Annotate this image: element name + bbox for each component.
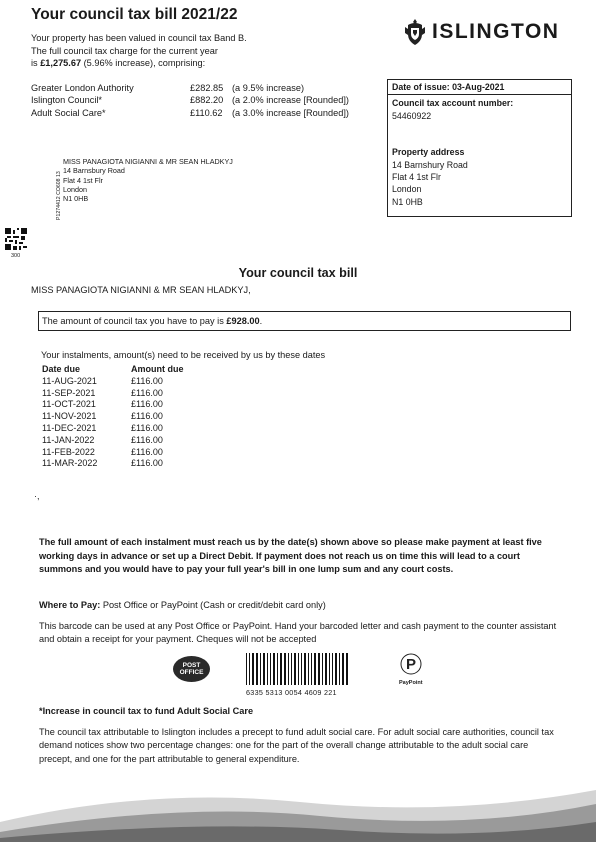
barcode-bar [308,653,309,685]
barcode-bar [288,653,289,685]
date-of-issue: Date of issue: 03-Aug-2021 [388,80,571,95]
barcode-bar [277,653,278,685]
stray-mark: ·, [34,491,40,501]
column-header-amount: Amount due [131,364,184,374]
charge-note: (a 9.5% increase) [232,83,305,93]
property-address-line: 14 Barnshury Road [392,159,468,170]
instalment-date: 11-OCT-2021 [42,399,96,410]
table-row [42,447,184,459]
charge-amount: £882.20 [190,95,224,106]
barcode-bar [329,653,330,685]
charge-row [31,82,349,94]
paypoint-label: PayPoint [399,680,423,686]
instalment-amount: £116.00 [131,411,163,422]
instalment-amount: £116.00 [131,422,163,433]
intro-suffix: (5.96% increase), comprising: [81,58,206,69]
barcode-bar [322,653,323,685]
barcode-bar [339,653,340,685]
intro-prefix: is [31,58,41,69]
where-to-pay-label: Where to Pay: [39,600,101,610]
barcode-bar [332,653,333,685]
barcode-bar [311,653,312,685]
logo-text: ISLINGTON [432,20,560,43]
barcode-bar [284,653,286,685]
charge-name: Islington Council* [31,95,102,106]
post-office-logo-line2: OFFICE [179,669,204,676]
instalment-amount: £116.00 [131,434,163,445]
property-address-line: N1 0HB [392,196,423,207]
charge-name: Adult Social Care* [31,107,106,118]
paypoint-logo [399,653,423,686]
property-address-line: Flat 4 1st Flr [392,172,441,183]
property-address-line: London [392,184,422,195]
instalment-date: 11-NOV-2021 [42,411,97,422]
barcode-bar [346,653,348,685]
instalment-date: 11-MAR-2022 [42,458,98,469]
barcode-instructions: This barcode can be used at any Post Office or PayPoint. Hand your barcoded letter and cash payment to the counter assistant and obtain a receipt for your payment. Cheques will not be accepted [39,621,557,644]
instalment-amount: £116.00 [131,446,163,457]
barcode-number: 6335 5313 0054 4609 221 [246,688,337,697]
barcode-bar [273,653,275,685]
instalments-intro: Your instalments, amount(s) need to be received by us by these dates [41,350,326,360]
crest-icon [404,18,426,46]
intro-line-1: Your property has been valued in council tax Band B. [31,33,247,43]
account-number: 54460922 [392,110,432,121]
mailing-address-line: N1 0HB [63,194,89,204]
barcode-bar [298,653,299,685]
adult-social-care-text: The council tax attributable to Islington includes a precept to fund adult social care. For adult social care authorities, council tax demand notices show two percentage changes: one for the part of the overall change attributable to the adult social care precept, and one for the part attributable to general expenditure. [39,727,554,764]
table-row [42,458,184,470]
amount-to-pay-prefix: The amount of council tax you have to pay is [42,316,227,326]
where-to-pay-text: Post Office or PayPoint (Cash or credit/debit card only) [100,600,326,610]
barcode-bar [335,653,337,685]
barcode-bar [342,653,344,685]
barcode-bar [304,653,306,685]
barcode-bar [252,653,254,685]
barcode-bar [314,653,316,685]
barcode-bar [270,653,271,685]
property-address-label: Property address [392,147,465,158]
amount-to-pay-suffix: . [259,316,263,326]
mailing-address-line: London [63,184,87,194]
footer-decoration [0,782,596,847]
bill-title: Your council tax bill 2021/22 [31,6,238,23]
table-row [42,435,184,447]
barcode-bar [325,653,327,685]
barcode-bar [267,653,268,685]
table-row [42,376,184,388]
payment-notice: The full amount of each instalment must reach us by the date(s) shown above so please make payment at least five working days in advance or set up a Direct Debit. If payment does not reach us on time this will lead to a court summons and you would have to pay your full year's bill in one lump sum and any court costs. [39,537,542,575]
amount-to-pay: £928.00 [226,316,260,326]
charge-note: (a 3.0% increase [Rounded]) [232,107,349,118]
instalments-table [42,364,184,470]
post-office-logo-line1: POST [182,662,201,669]
table-row [42,388,184,400]
paypoint-icon [400,653,422,675]
payment-barcode [244,653,354,692]
table-row [42,399,184,411]
table-row [42,411,184,423]
charge-note: (a 2.0% increase [Rounded]) [232,95,349,106]
barcode-bar [263,653,265,685]
charge-amount: £282.85 [190,83,224,93]
paypoint-letter: P [405,656,416,673]
barcode-bar [318,653,320,685]
charges-breakdown [31,82,349,119]
table-header-row [42,364,184,376]
barcode-bar [260,653,261,685]
post-office-logo [173,656,210,682]
intro-line-2: The full council tax charge for the current year [31,45,218,56]
column-header-date: Date due [42,364,81,374]
amount-to-pay-box [38,311,571,331]
charge-row [31,94,349,106]
instalment-amount: £116.00 [131,387,163,398]
qr-number: 300 [11,253,21,259]
islington-logo [404,18,559,46]
account-number-label: Council tax account number: [392,98,514,109]
mailing-address-line: MISS PANAGIOTA NIGIANNI & MR SEAN HLADKYJ [63,157,233,166]
charge-name: Greater London Authority [31,83,134,93]
mailing-address-line: 14 Barnsbury Road [63,166,125,176]
barcode-bar [256,653,258,685]
barcode-bar [280,653,282,685]
mailing-address-line: Flat 4 1st Flr [63,175,103,185]
instalment-date: 11-FEB-2022 [42,446,95,457]
barcode-bar [294,653,296,685]
barcode-bar [249,653,250,685]
taxpayer-names: MISS PANAGIOTA NIGIANNI & MR SEAN HLADKYJ, [31,285,251,295]
issue-info-box [387,79,572,217]
charge-row [31,107,349,119]
intro-line-3 [31,57,247,70]
mailing-address [63,157,233,203]
instalment-amount: £116.00 [131,458,163,469]
instalment-date: 11-DEC-2021 [42,422,97,433]
total-charge: £1,275.67 [40,58,82,69]
qr-code-icon [5,228,27,255]
instalment-date: 11-AUG-2021 [42,375,97,386]
mailing-reference-code: P1274412 CO608 13 [56,171,62,220]
band-intro [31,32,247,70]
instalment-amount: £116.00 [131,375,163,386]
instalment-amount: £116.00 [131,399,163,410]
barcode-bar [246,653,247,685]
barcode-bar [301,653,302,685]
bill-heading: Your council tax bill [238,266,358,280]
barcode-bar [291,653,292,685]
instalment-date: 11-JAN-2022 [42,434,95,445]
instalment-date: 11-SEP-2021 [42,387,96,398]
adult-social-care-heading: *Increase in council tax to fund Adult Social Care [39,706,254,716]
where-to-pay [39,600,326,610]
charge-amount: £110.62 [190,107,223,118]
table-row [42,423,184,435]
